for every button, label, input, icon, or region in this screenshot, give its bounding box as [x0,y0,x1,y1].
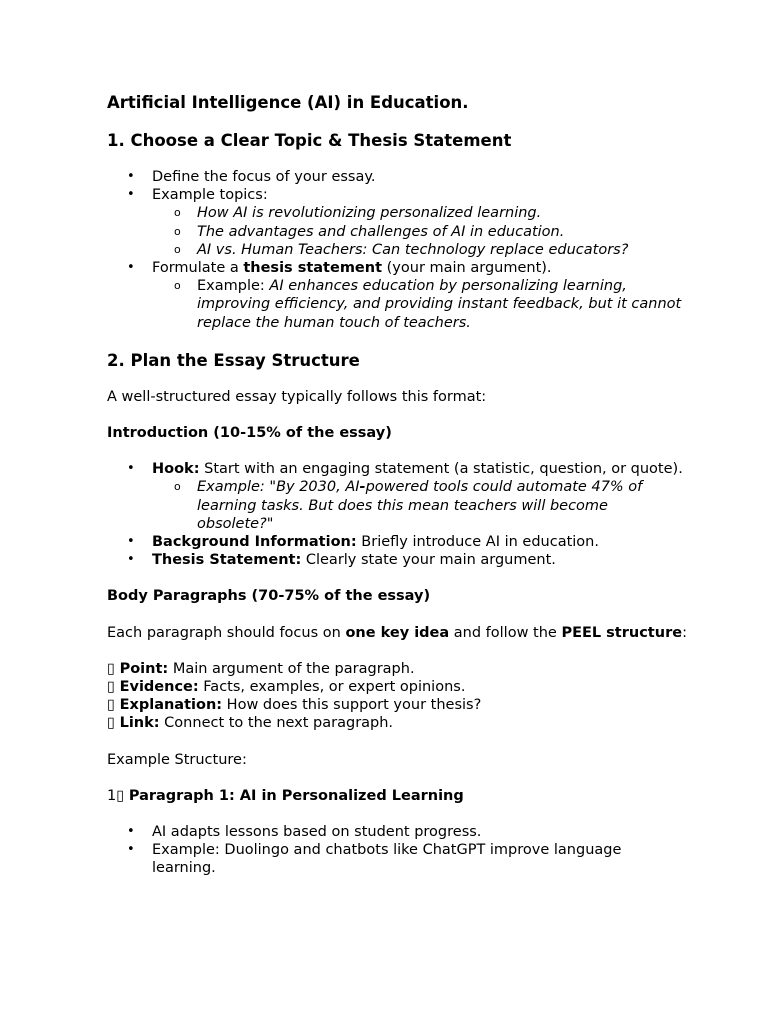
body-paragraphs-heading: Body Paragraphs (70-75% of the essay) [107,588,431,605]
bold-text: one key idea [345,624,450,641]
paragraph [107,624,687,642]
bold-label: Point: [119,660,169,677]
bold-text: thesis statement [243,260,383,277]
introduction-list [107,460,687,569]
paragraph-1-list [107,823,687,878]
bold-label: Hook: [152,461,200,478]
bullet-text: Example topics: [152,187,268,204]
list-item [107,551,687,569]
paragraph: A well-structured essay typically follows this format: [107,388,487,405]
sublist-item: o How AI is revolutionizing personalized learning. [152,204,687,222]
peel-item [107,714,687,732]
bullet-text: Clearly state your main argument. [301,552,556,569]
list-item [107,460,687,533]
sublist-item: o The advantages and challenges of AI in education. [152,223,687,241]
peel-item [107,678,687,696]
bullet-text: Formulate a [152,260,244,277]
sublist-item [152,478,687,533]
bold-label: Explanation: [119,697,223,714]
section-1-heading: 1. Choose a Clear Topic & Thesis Statement [107,131,512,150]
bullet-text: (your main argument). [382,260,552,277]
topics-sublist [152,204,687,259]
peel-list [107,660,687,733]
heading-text: Paragraph 1: AI in Personalized Learning [128,787,464,804]
list-item [107,186,687,259]
number-prefix: 1▯ [107,787,129,804]
text: Main argument of the paragraph. [168,660,415,677]
hook-example-sublist [152,478,687,533]
example-label: Example: [197,278,270,295]
list-item: • Example: Duolingo and chatbots like ChatGPT improve language learning. [107,841,687,877]
list-item: • AI adapts lessons based on student progress. [107,823,687,841]
paragraph-1-heading [107,787,687,805]
peel-item [107,696,687,714]
document-title: Artificial Intelligence (AI) in Education. [107,93,469,112]
example-text: AI enhances education by personalizing learning, improving efficiency, and providing instant feedback, but it cannot replace the human touch of teachers. [197,278,682,331]
list-item [107,259,687,332]
document-page [107,90,687,878]
list-item [107,533,687,551]
bullet-text: Start with an engaging statement (a statistic, question, or quote). [199,461,683,478]
text: How does this support your thesis? [222,697,482,714]
missing-glyph-icon: ▯ [107,660,115,677]
missing-glyph-icon: ▯ [107,679,115,696]
list-item [107,168,687,186]
bold-label: Evidence: [119,679,199,696]
example-text: Example: "By 2030, AI [197,479,360,496]
text: : [682,624,687,641]
sublist-item: o AI vs. Human Teachers: Can technology replace educators? [152,241,687,259]
closing-quote: " [266,515,274,532]
sublist-item [152,277,687,332]
missing-glyph-icon: ▯ [107,715,115,732]
bold-label: Thesis Statement: [152,552,302,569]
section-2-heading: 2. Plan the Essay Structure [107,350,360,370]
text: Connect to the next paragraph. [159,715,394,732]
bold-text: PEEL structure [561,624,683,641]
text: and follow the [449,624,562,641]
bullet-text: Briefly introduce AI in education. [356,534,599,551]
bold-label: Background Information: [152,534,357,551]
bold-label: Link: [119,715,160,732]
text: Facts, examples, or expert opinions. [198,679,466,696]
bold-dash: - [359,479,366,496]
bullet-text: Define the focus of your essay. [152,169,376,185]
missing-glyph-icon: ▯ [107,697,115,714]
introduction-heading: Introduction (10-15% of the essay) [107,425,392,442]
peel-item [107,660,687,678]
text: Each paragraph should focus on [107,624,346,641]
example-text: powered tools could automate 47% of learning tasks. But does this mean teachers will become obsolete? [197,479,643,532]
paragraph: Example Structure: [107,751,247,768]
section-1-list [107,168,687,332]
thesis-example-sublist [152,277,687,332]
